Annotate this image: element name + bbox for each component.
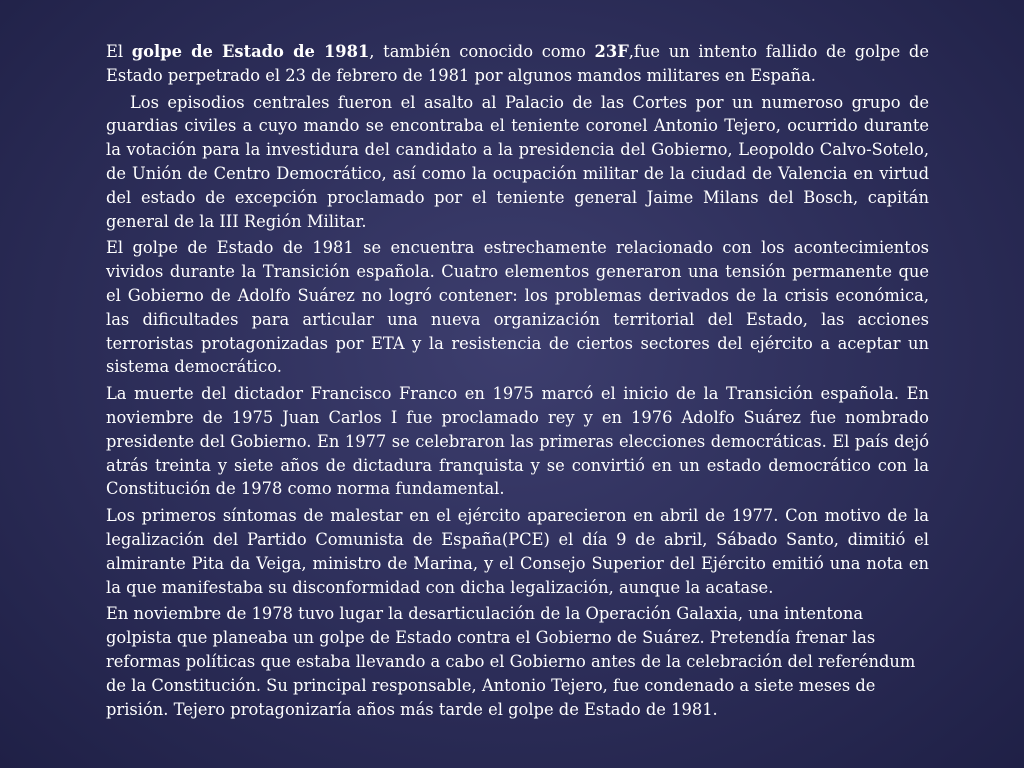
paragraph-sintomas: Los primeros síntomas de malestar en el ejército aparecieron en abril de 1977. Con motivo de la legalización del Partido Comunista de España(PCE) el día 9 de abril, Sábado Santo, dimitió el almirante Pita da Veiga, ministro de Marina, y el Consejo Superior del Ejército emitió una nota en la que manifestaba su disconformidad con dicha legalización, aunque la acatase. [106,506,929,597]
paragraph-intro [106,40,929,88]
intro-bold-golpe: golpe de Estado de 1981 [131,42,370,61]
text-body [106,40,929,724]
paragraph-galaxia: En noviembre de 1978 tuvo lugar la desarticulación de la Operación Galaxia, una intentona golpista que planeaba un golpe de Estado contra el Gobierno de Suárez. Pretendía frenar las reformas políticas que estaba llevando a cabo el Gobierno antes de la celebración del referéndum de la Constitución. Su principal responsable, Antonio Tejero, fue condenado a siete meses de prisión. Tejero protagonizaría años más tarde el golpe de Estado de 1981. [106,604,916,719]
intro-bold-23f: 23F [594,42,629,61]
paragraph-episodios: Los episodios centrales fueron el asalto al Palacio de las Cortes por un numeroso grupo de guardias civiles a cuyo mando se encontraba el teniente coronel Antonio Tejero, ocurrido durante la votación para la investidura del candidato a la presidencia del Gobierno, Leopoldo Calvo-Sotelo, de Unión de Centro Democrático, así como la ocupación militar de la ciudad de Valencia en virtud del estado de excepción proclamado por el teniente general Jaime Milans del Bosch, capitán general de la III Región Militar. [106,92,929,231]
intro-text-2: , también conocido como [369,42,595,61]
intro-text-3: ,fue un intento fallido de golpe de Estado perpetrado el 23 de febrero de 1981 por algunos mandos militares en España. [106,42,929,85]
intro-text-1: El [106,42,132,61]
paragraph-franco: La muerte del dictador Francisco Franco en 1975 marcó el inicio de la Transición española. En noviembre de 1975 Juan Carlos I fue proclamado rey y en 1976 Adolfo Suárez fue nombrado presidente del Gobierno. En 1977 se celebraron las primeras elecciones democráticas. El país dejó atrás treinta y siete años de dictadura franquista y se convirtió en un estado democrático con la Constitución de 1978 como norma fundamental. [106,384,929,499]
paragraph-transicion: El golpe de Estado de 1981 se encuentra estrechamente relacionado con los acontecimientos vividos durante la Transición española. Cuatro elementos generaron una tensión permanente que el Gobierno de Adolfo Suárez no logró contener: los problemas derivados de la crisis económica, las dificultades para articular una nueva organización territorial del Estado, las acciones terroristas protagonizadas por ETA y la resistencia de ciertos sectores del ejército a aceptar un sistema democrático. [106,238,929,377]
